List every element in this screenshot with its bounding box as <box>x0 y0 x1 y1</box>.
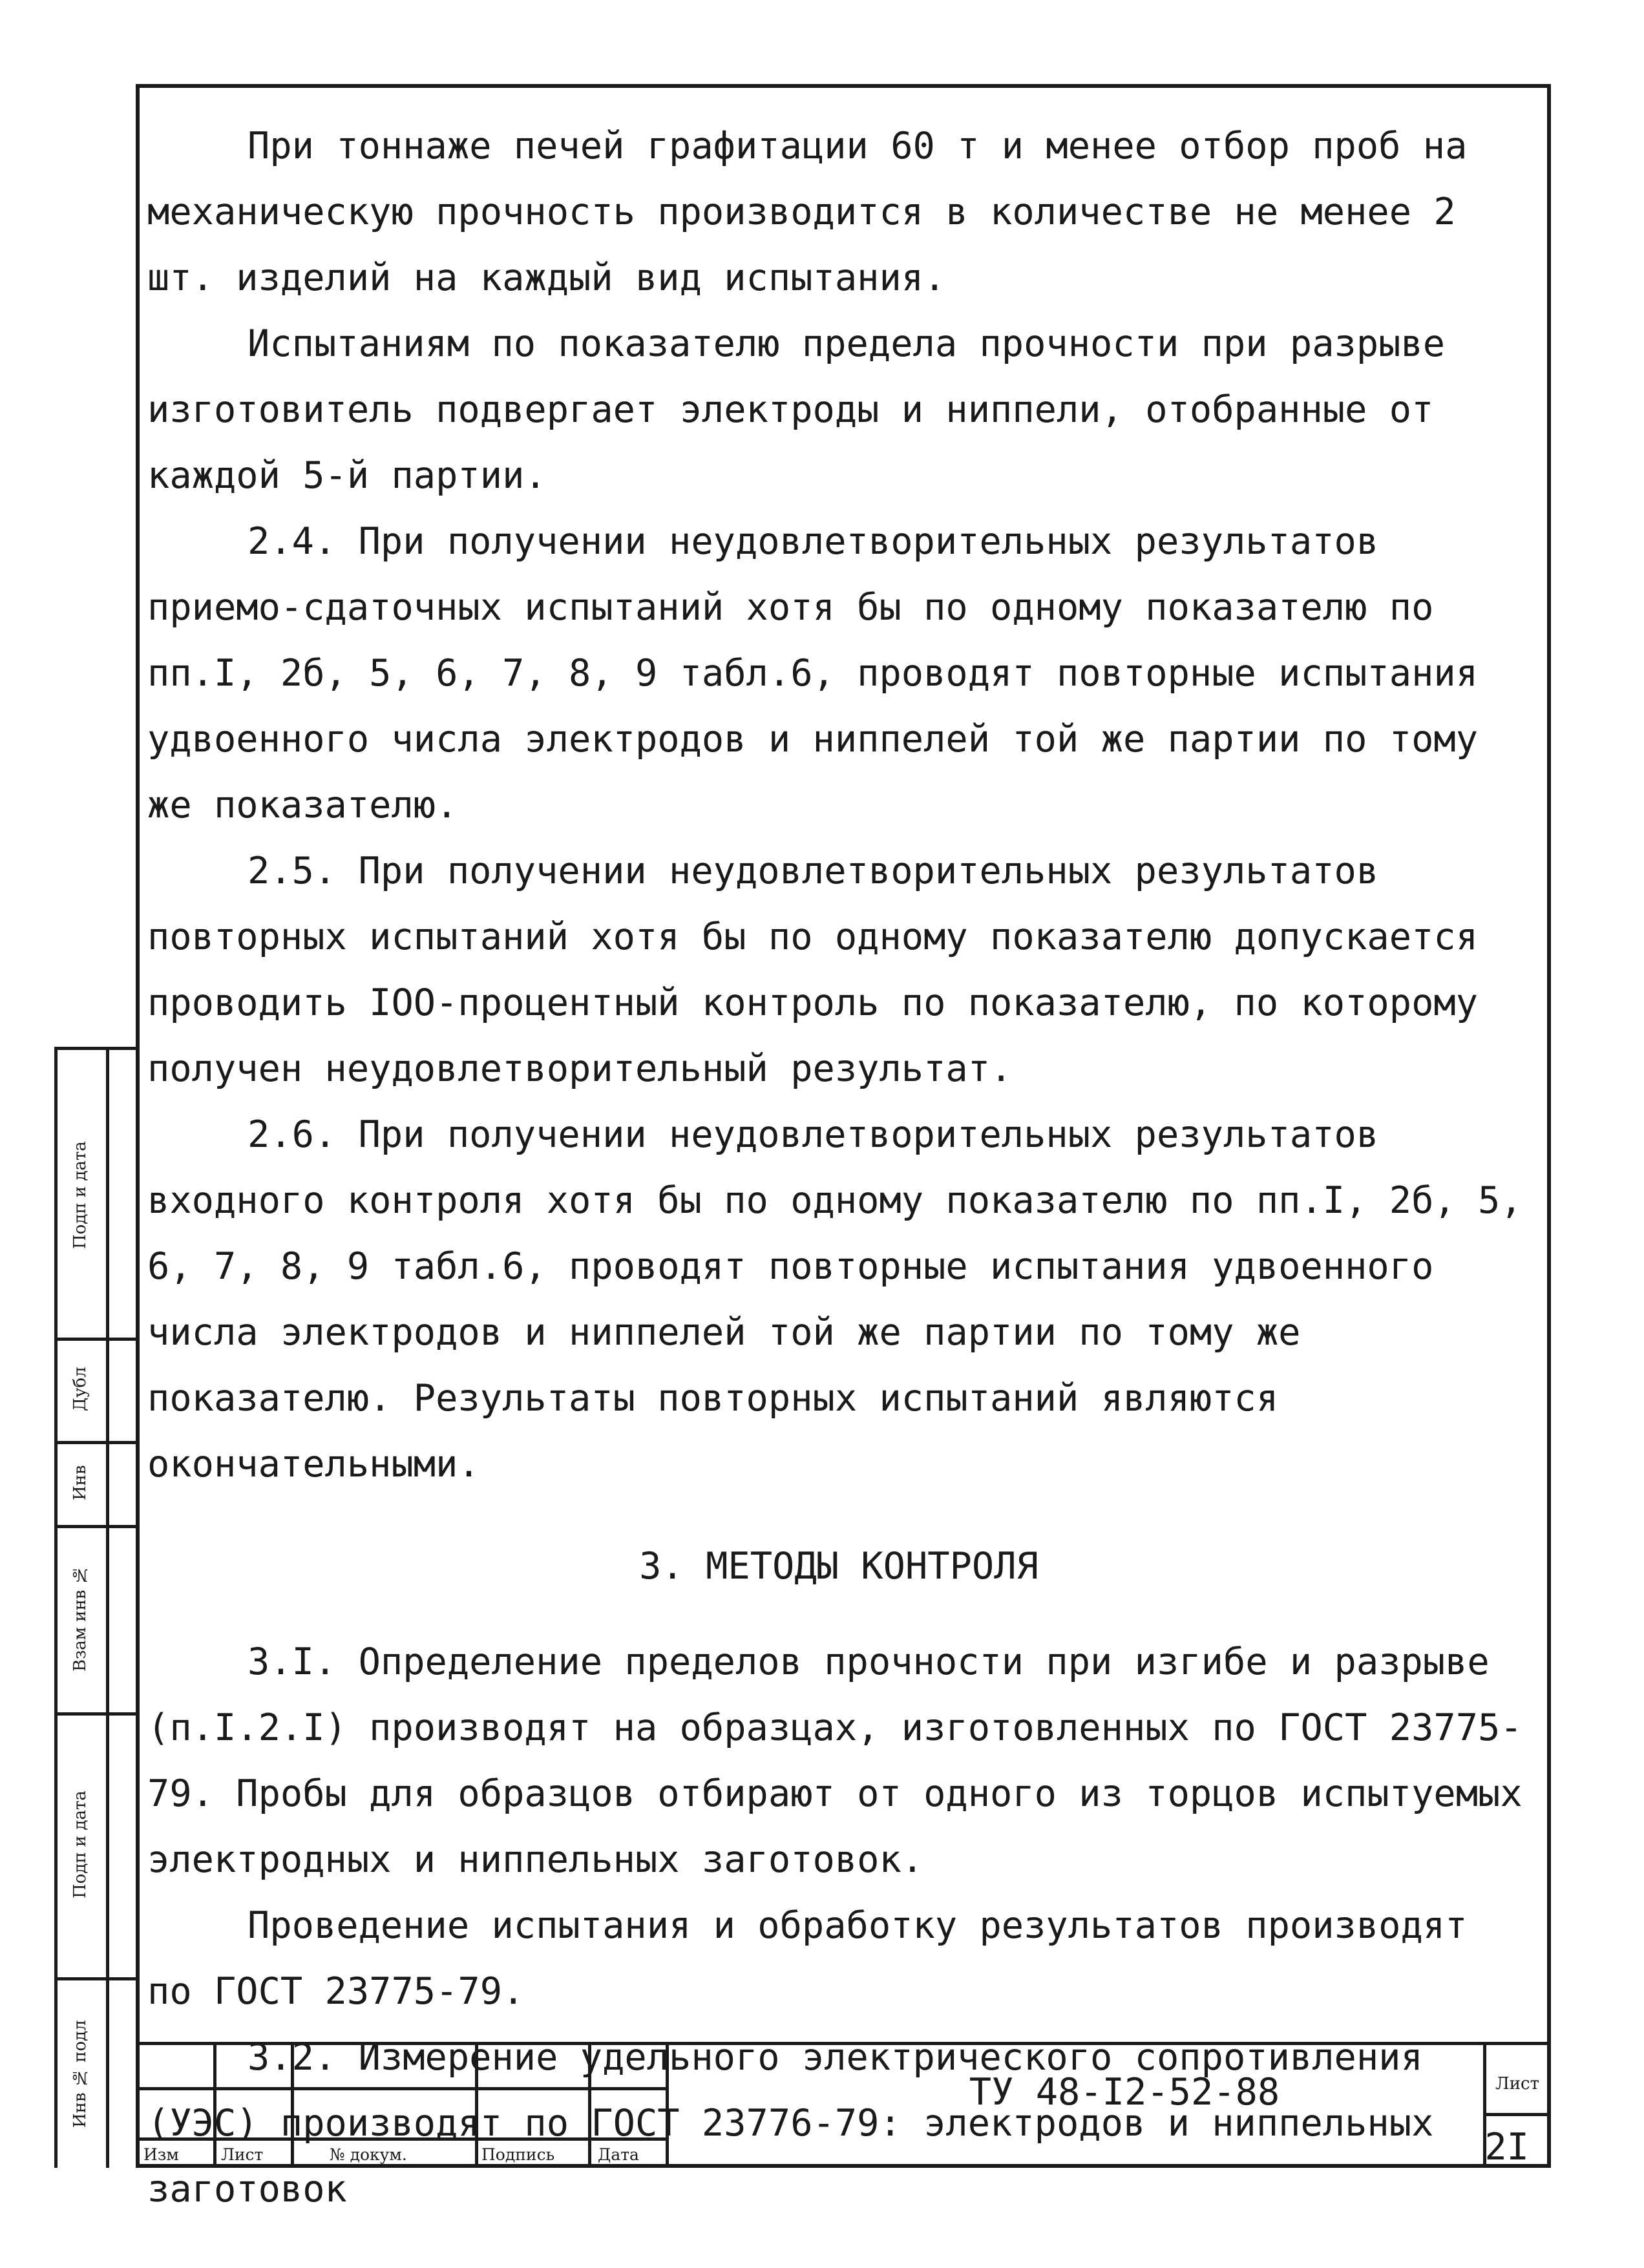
stamp-line <box>54 1338 137 1341</box>
stamp-line <box>54 1977 137 1980</box>
paragraph: Проведение испытания и обработку результатов производят по ГОСТ 23775-79. <box>147 1904 1468 2013</box>
paragraph: Испытаниям по показателю предела прочности при разрыве изготовитель подвергает электроды и ниппели, отобранные от каждой 5-й партии. <box>147 322 1446 497</box>
stamp-label: Дубл <box>70 1367 90 1412</box>
sheet-number: 2I <box>1484 2126 1529 2168</box>
margin-stamp <box>27 1047 137 2168</box>
stamp-label: Инв № подл <box>70 2020 90 2128</box>
paragraph: 2.5. При получении неудовлетворительных результатов повторных испытаний хотя бы по одному показателю допускается проводить IOO-процентный контроль по показателю, по которому получен неудовлетворительный результат. <box>147 850 1479 1090</box>
title-caption-signature: Подпись <box>481 2145 555 2164</box>
paragraph: 3.2. Измерение удельного электрического сопротивления (УЭС) производят по ГОСТ 23776-79: электродов и ниппельных заготовок <box>147 2036 1434 2210</box>
stamp-label: Инв <box>70 1465 90 1501</box>
title-caption-list: Лист <box>221 2145 264 2164</box>
title-block-line <box>291 2042 294 2168</box>
stamp-line <box>54 1441 137 1444</box>
stamp-line <box>106 1047 109 2168</box>
title-block-line <box>588 2042 591 2168</box>
title-block-line <box>666 2042 669 2168</box>
paragraph: 2.6. При получении неудовлетворительных результатов входного контроля хотя бы по одному показателю по пп.I, 2б, 5, 6, 7, 8, 9 табл.6, проводят повторные испытания удвоенного числа электродов и ниппелей той же партии по тому же показателю. Результаты повторных испытаний являются окончательными. <box>147 1113 1523 1486</box>
paragraph: 2.4. При получении неудовлетворительных результатов приемо-сдаточных испытаний хотя бы по одному показателю по пп.I, 2б, 5, 6, 7, 8, 9 табл.6, проводят повторные испытания удвоенного числа электродов и ниппелей той же партии по тому же показателю. <box>147 520 1479 826</box>
section-heading: 3. МЕТОДЫ КОНТРОЛЯ <box>639 1545 1038 1588</box>
title-block-line <box>1483 2113 1551 2116</box>
sheet-label: Лист <box>1495 2074 1539 2094</box>
title-caption-doc: № докум. <box>330 2145 407 2164</box>
title-block-line <box>213 2042 216 2168</box>
stamp-line <box>54 1525 137 1528</box>
paragraph: При тоннаже печей графитации 60 т и менее отбор проб на механическую прочность производится в количестве не менее 2 шт. изделий на каждый вид испытания. <box>147 125 1468 299</box>
title-caption-date: Дата <box>598 2145 639 2164</box>
title-block-line <box>136 2042 1551 2045</box>
paragraph: 3.I. Определение пределов прочности при изгибе и разрыве (п.I.2.I) производят на образцах, изготовленных по ГОСТ 23775-79. Пробы для образцов отбирают от одного из торцов испытуемых электродных и ниппельных заготовок. <box>147 1641 1523 1881</box>
title-block <box>136 2042 1551 2168</box>
title-block-line <box>475 2042 478 2168</box>
stamp-label: Подп и дата <box>70 1790 90 1899</box>
stamp-line <box>54 1712 137 1716</box>
document-number: ТУ 48-I2-52-88 <box>969 2071 1280 2114</box>
title-caption-izm: Изм <box>143 2145 179 2164</box>
stamp-line <box>54 1047 137 1050</box>
stamp-label: Подп и дата <box>70 1141 90 1250</box>
document-body <box>147 113 1530 2222</box>
stamp-label: Взам инв № <box>70 1565 90 1672</box>
